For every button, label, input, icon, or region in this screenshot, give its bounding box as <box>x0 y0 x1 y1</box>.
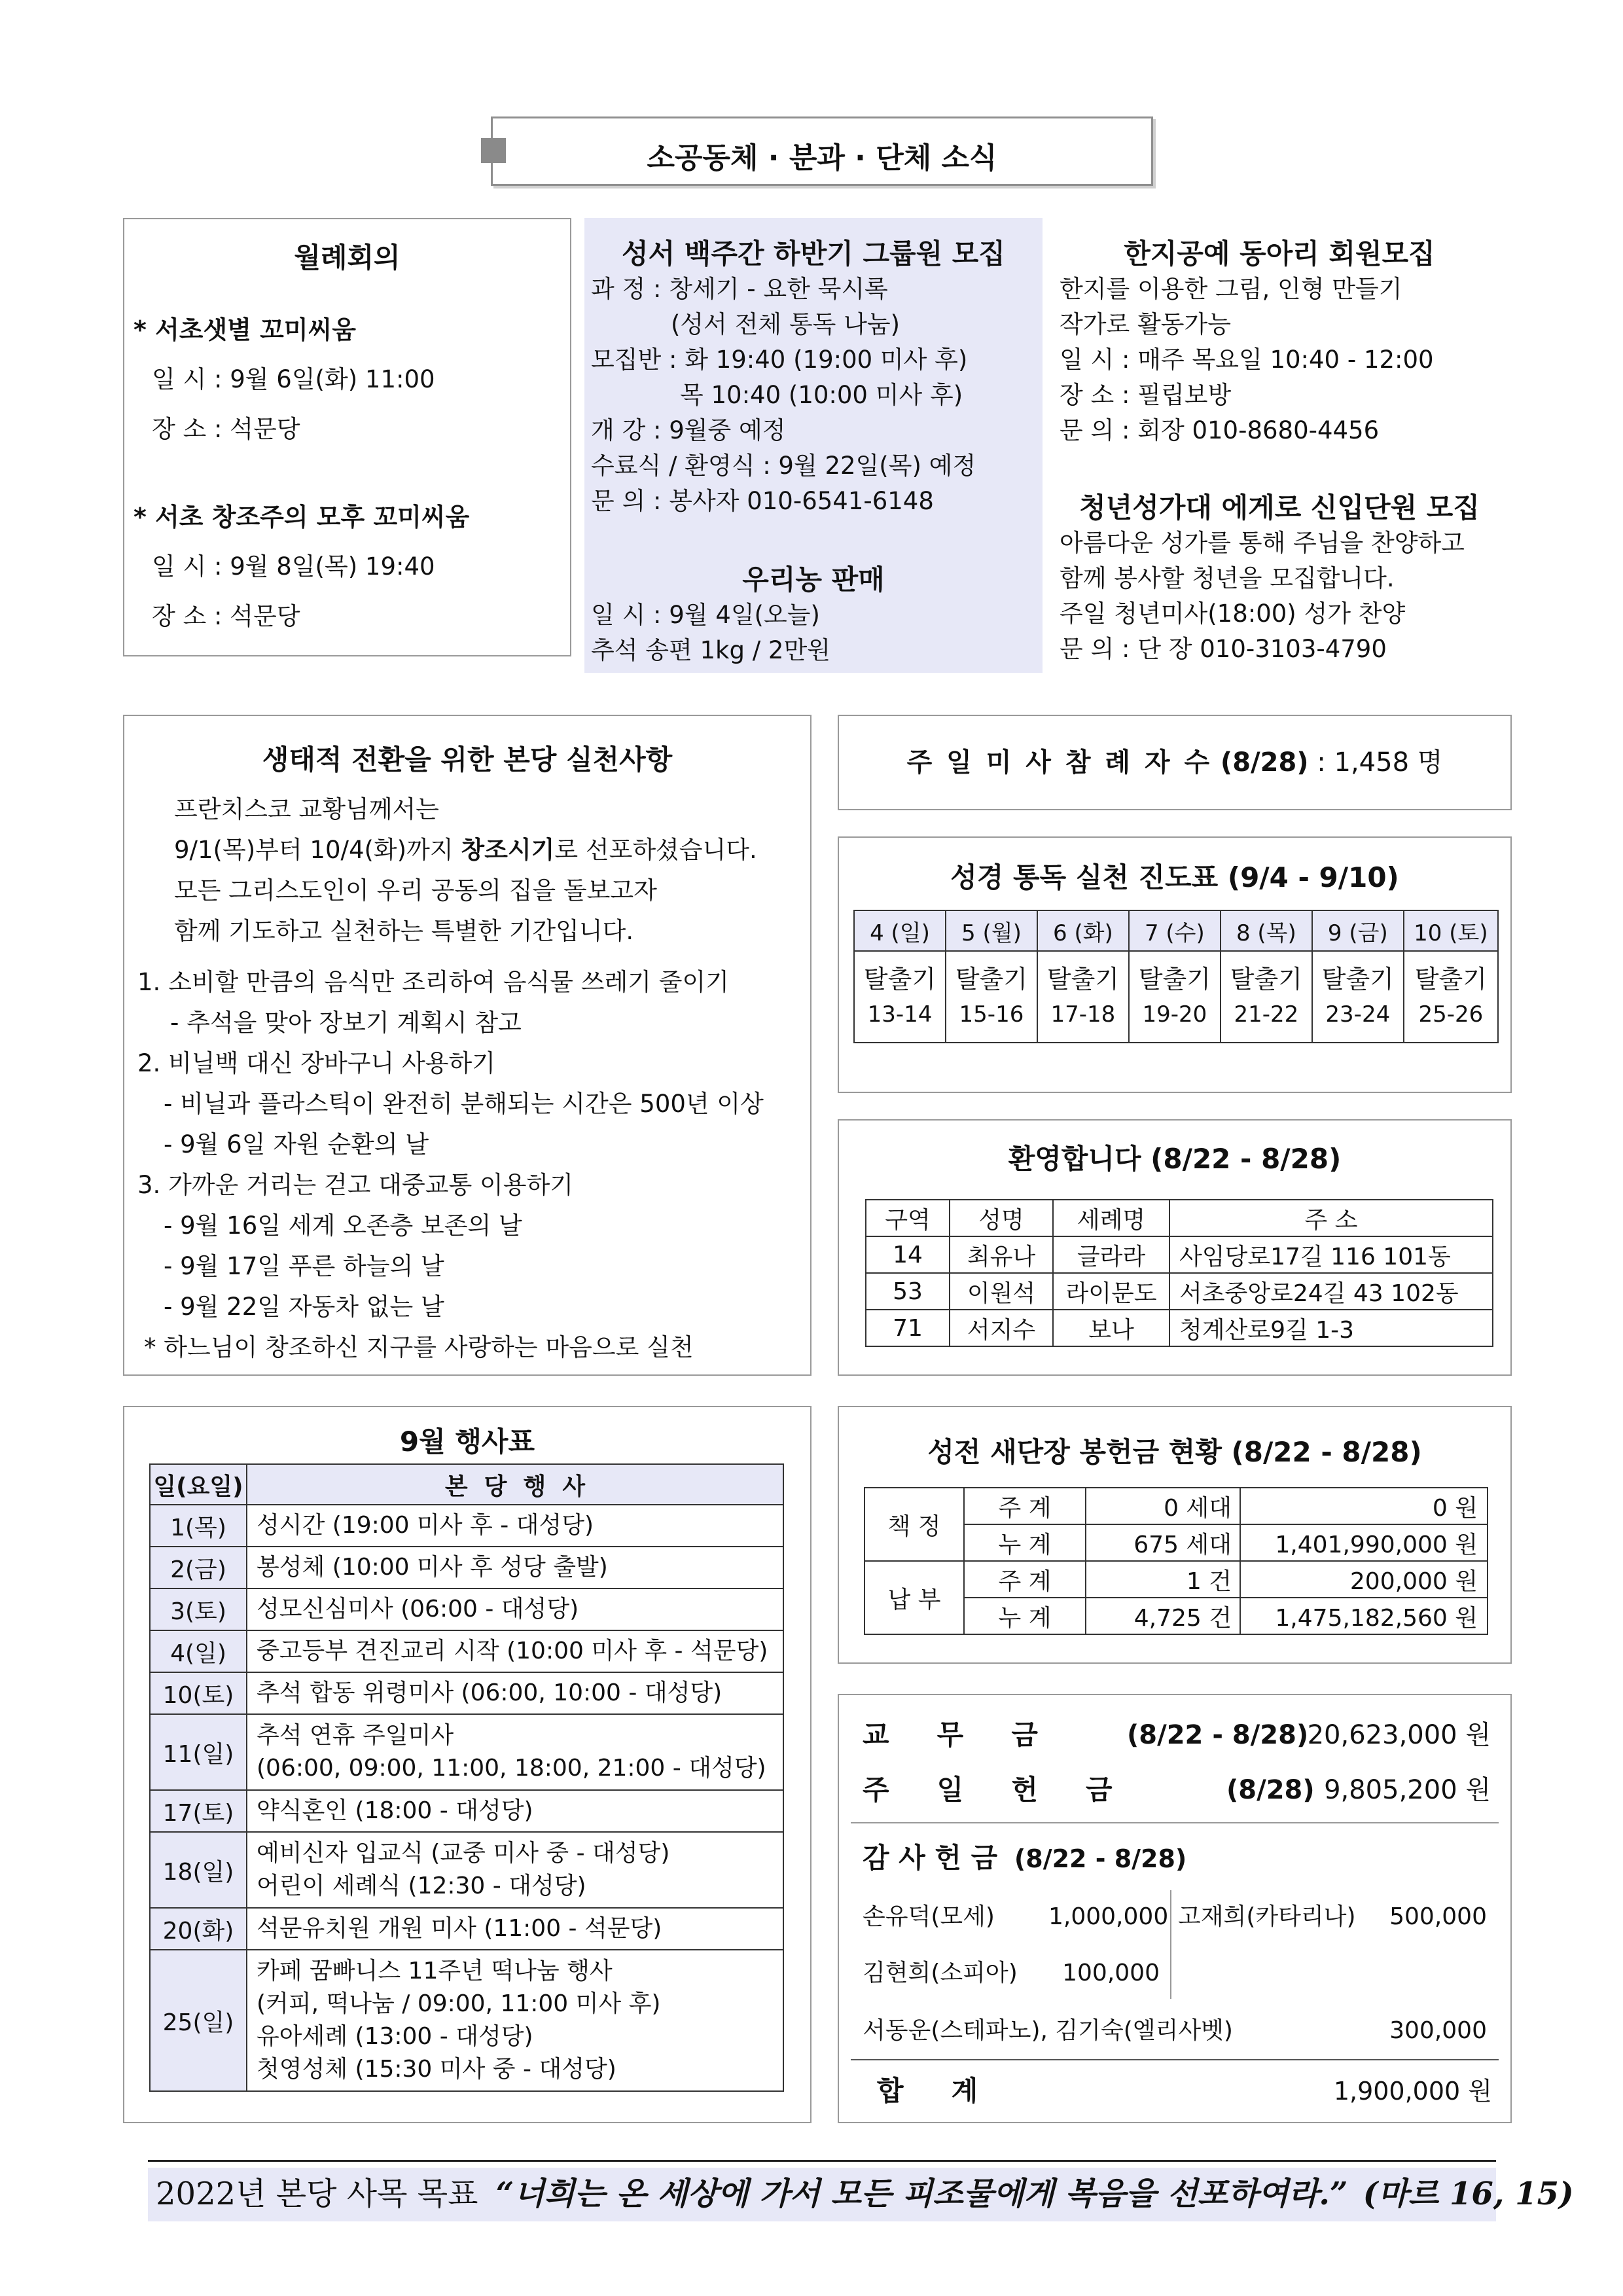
day-header: 8 (목) <box>1221 910 1312 951</box>
reading-range: 13-14 <box>867 1001 933 1028</box>
reading-cell <box>1404 951 1498 1043</box>
reading-range: 23-24 <box>1325 1001 1391 1028</box>
welcome-title: 환영합니다 (8/22 - 8/28) <box>1008 1143 1342 1175</box>
schedule-date: 17(토) <box>150 1790 247 1832</box>
bible-study-line: 문 의 : 봉사자 010-6541-6148 <box>591 487 934 515</box>
youth-choir-title: 청년성가대 에게로 신입단원 모집 <box>1079 492 1480 524</box>
attendance-label: 주 일 미 사 참 례 자 수 <box>906 747 1213 778</box>
hanji-line: 한지를 이용한 그림, 인형 만들기 <box>1060 275 1402 303</box>
schedule-row <box>150 1832 783 1908</box>
schedule-events <box>247 1547 783 1588</box>
bible-reading-table <box>853 910 1499 1043</box>
farm-sale-line: 일 시 : 9월 4일(오늘) <box>591 601 820 629</box>
offering-title: 성전 새단장 봉헌금 현황 (8/22 - 8/28) <box>927 1436 1422 1468</box>
reading-book: 탈출기 <box>1230 965 1302 994</box>
welcome-cell: 글라라 <box>1053 1236 1169 1273</box>
reading-range: 19-20 <box>1142 1001 1207 1028</box>
eco-item: - 9월 17일 푸른 하늘의 날 <box>164 1252 444 1280</box>
schedule-date: 1(목) <box>150 1505 247 1547</box>
welcome-cell: 청계산로9길 1-3 <box>1169 1310 1493 1346</box>
footer-ref: (마르 16, 15) <box>1363 2176 1574 2212</box>
sunday-row <box>863 1772 1491 1812</box>
farm-sale-title: 우리농 판매 <box>742 564 885 596</box>
reading-cell <box>854 951 946 1043</box>
donor-name: 고재희(카타리나) <box>1178 1903 1356 1930</box>
welcome-cell: 최유나 <box>950 1236 1053 1273</box>
schedule-row <box>150 1672 783 1714</box>
group2-place: 장 소 : 석문당 <box>152 602 300 630</box>
day-header: 4 (일) <box>854 910 946 951</box>
offering-label: 누 계 <box>964 1524 1086 1561</box>
schedule-date: 18(일) <box>150 1832 247 1908</box>
schedule-date: 10(토) <box>150 1672 247 1714</box>
bible-study-line: (성서 전체 통독 나눔) <box>671 310 901 338</box>
hanji-title: 한지공예 동아리 회원모집 <box>1124 238 1435 270</box>
donor-amount: 100,000 <box>1062 1960 1160 1986</box>
donor-divider <box>1170 1890 1171 1999</box>
schedule-table <box>149 1463 784 2092</box>
schedule-event: 추석 합동 위령미사 (06:00, 10:00 - 대성당) <box>257 1679 722 1706</box>
group2-name: * 서초 창조주의 모후 꼬미씨움 <box>134 503 470 531</box>
eco-item: 3. 가까운 거리는 걷고 대중교통 이용하기 <box>137 1171 573 1199</box>
offering-amount: 200,000 원 <box>1240 1561 1488 1598</box>
group1-place: 장 소 : 석문당 <box>152 415 300 443</box>
day-header: 5 (월) <box>946 910 1037 951</box>
offering-count: 0 세대 <box>1086 1488 1240 1524</box>
schedule-event: 중고등부 견진교리 시작 (10:00 미사 후 - 석문당) <box>257 1638 768 1664</box>
schedule-date: 25(일) <box>150 1950 247 2091</box>
hanji-line: 일 시 : 매주 목요일 10:40 - 12:00 <box>1060 346 1434 374</box>
monthly-meeting-title: 월례회의 <box>294 242 401 274</box>
welcome-row <box>866 1273 1493 1310</box>
eco-intro-emphasis: 창조시기 <box>461 836 555 864</box>
youth-choir-line: 주일 청년미사(18:00) 성가 찬양 <box>1060 600 1406 628</box>
reading-book: 탈출기 <box>955 965 1028 994</box>
reading-book: 탈출기 <box>1138 965 1211 994</box>
offering-amount: 1,401,990,000 원 <box>1240 1524 1488 1561</box>
youth-choir-line: 문 의 : 단 장 010-3103-4790 <box>1060 635 1387 663</box>
offering-count: 4,725 건 <box>1086 1598 1240 1634</box>
schedule-row <box>150 1714 783 1790</box>
reading-cell <box>1129 951 1221 1043</box>
reading-book: 탈출기 <box>1414 965 1487 994</box>
welcome-box <box>838 1119 1512 1376</box>
schedule-box <box>123 1406 812 2123</box>
bible-study-line: 수료식 / 환영식 : 9월 22일(목) 예정 <box>591 452 976 480</box>
offering-row <box>865 1488 1488 1524</box>
offering-table <box>864 1487 1488 1635</box>
welcome-header-cell: 주 소 <box>1169 1200 1493 1236</box>
schedule-event: 카페 꿈빠니스 11주년 떡나눔 행사 <box>257 1958 613 1984</box>
schedule-date: 20(화) <box>150 1908 247 1950</box>
day-header: 10 (토) <box>1404 910 1498 951</box>
donor-name: 김현희(소피아) <box>863 1960 1018 1986</box>
kyomu-row <box>863 1717 1491 1757</box>
reading-cell <box>1221 951 1312 1043</box>
schedule-row <box>150 1547 783 1588</box>
eco-intro-text: 9/1(목)부터 10/4(화)까지 <box>174 836 461 864</box>
welcome-cell: 53 <box>866 1273 950 1310</box>
reading-cell <box>1037 951 1129 1043</box>
schedule-date: 4(일) <box>150 1630 247 1672</box>
schedule-event: 첫영성체 (15:30 미사 중 - 대성당) <box>257 2056 616 2083</box>
eco-item: - 비닐과 플라스틱이 완전히 분해되는 시간은 500년 이상 <box>164 1090 764 1118</box>
offering-label: 주 계 <box>964 1488 1086 1524</box>
attendance-value: 1,458 명 <box>1334 747 1443 778</box>
offering-label: 누 계 <box>964 1598 1086 1634</box>
monthly-meeting-box <box>123 218 571 656</box>
schedule-events <box>247 1790 783 1832</box>
reading-range: 21-22 <box>1234 1001 1299 1028</box>
schedule-event: 성시간 (19:00 미사 후 - 대성당) <box>257 1512 594 1539</box>
attendance-box <box>838 715 1512 810</box>
bible-study-title: 성서 백주간 하반기 그룹원 모집 <box>622 238 1005 270</box>
attendance-sep: : <box>1317 747 1326 778</box>
schedule-event: 석문유치원 개원 미사 (11:00 - 석문당) <box>257 1915 662 1942</box>
schedule-event: (커피, 떡나눔 / 09:00, 11:00 미사 후) <box>257 1990 661 2017</box>
bible-reading-title: 성경 통독 실천 진도표 (9/4 - 9/10) <box>950 861 1399 893</box>
schedule-title: 9월 행사표 <box>399 1426 535 1458</box>
eco-item: - 추석을 맞아 장보기 계획시 참고 <box>170 1009 522 1037</box>
welcome-header-row <box>866 1200 1493 1236</box>
reading-book: 탈출기 <box>863 965 936 994</box>
footer-quote: “너희는 온 세상에 가서 모든 피조물에게 복음을 선포하여라.” <box>495 2176 1348 2212</box>
schedule-header-cell: 일(요일) <box>150 1464 247 1505</box>
eco-item: 1. 소비할 만큼의 음식만 조리하여 음식물 쓰레기 줄이기 <box>137 968 729 996</box>
bible-study-line: 과 정 : 창세기 - 요한 묵시록 <box>591 275 888 303</box>
sunday-label: 주 일 헌 금 <box>863 1774 1113 1806</box>
day-header: 6 (화) <box>1037 910 1129 951</box>
thanks-heading <box>863 1840 1186 1877</box>
reading-range: 17-18 <box>1050 1001 1116 1028</box>
attendance-date: (8/28) <box>1220 747 1309 778</box>
footer-text <box>156 2174 1574 2214</box>
bible-reading-box <box>838 836 1512 1093</box>
offering-amount: 1,475,182,560 원 <box>1240 1598 1488 1634</box>
section-title: 소공동체 · 분과 · 단체 소식 <box>647 141 997 175</box>
schedule-event: 유아세례 (13:00 - 대성당) <box>257 2023 533 2050</box>
schedule-row <box>150 1950 783 2091</box>
reading-range: 15-16 <box>959 1001 1024 1028</box>
welcome-cell: 라이문도 <box>1053 1273 1169 1310</box>
schedule-event: (06:00, 09:00, 11:00, 18:00, 21:00 - 대성당) <box>257 1755 766 1782</box>
schedule-event: 예비신자 입교식 (교중 미사 중 - 대성당) <box>257 1840 670 1867</box>
eco-item: 2. 비닐백 대신 장바구니 사용하기 <box>137 1049 495 1077</box>
reading-cell <box>946 951 1037 1043</box>
offering-group: 납 부 <box>865 1561 964 1634</box>
sunday-amount: 9,805,200 원 <box>1324 1775 1491 1805</box>
footer-prefix: 2022년 본당 사목 목표 <box>156 2176 478 2212</box>
kyomu-date: (8/22 - 8/28) <box>1127 1720 1309 1750</box>
offering-group: 책 정 <box>865 1488 964 1561</box>
schedule-date: 2(금) <box>150 1547 247 1588</box>
footer-rule <box>148 2160 1496 2162</box>
welcome-header-cell: 구역 <box>866 1200 950 1236</box>
schedule-events <box>247 1908 783 1950</box>
hanji-line: 문 의 : 회장 010-8680-4456 <box>1060 416 1380 444</box>
schedule-events <box>247 1832 783 1908</box>
offering-amount: 0 원 <box>1240 1488 1488 1524</box>
farm-sale-line: 추석 송편 1kg / 2만원 <box>591 636 830 664</box>
schedule-events <box>247 1630 783 1672</box>
section-header <box>491 117 1153 186</box>
schedule-header-row <box>150 1464 783 1505</box>
youth-choir-line: 아름다운 성가를 통해 주님을 찬양하고 <box>1060 529 1465 557</box>
total-divider <box>851 2059 1499 2060</box>
right-notices <box>1050 218 1508 676</box>
welcome-cell: 서초중앙로24길 43 102동 <box>1169 1273 1493 1310</box>
footer <box>148 2168 1574 2221</box>
eco-intro-text: 로 선포하셨습니다. <box>554 836 757 864</box>
hanji-line: 장 소 : 필립보방 <box>1060 381 1232 409</box>
schedule-events <box>247 1950 783 2091</box>
group1-time: 일 시 : 9월 6일(화) 11:00 <box>152 365 435 393</box>
total-amount: 1,900,000 원 <box>1333 2077 1492 2106</box>
attendance-line <box>839 745 1510 780</box>
eco-practice-box <box>123 715 812 1376</box>
kyomu-label: 교 무 금 <box>863 1719 1038 1751</box>
youth-choir-line: 함께 봉사할 청년을 모집합니다. <box>1060 564 1395 592</box>
schedule-event: 봉성체 (10:00 미사 후 성당 출발) <box>257 1554 608 1581</box>
welcome-cell: 서지수 <box>950 1310 1053 1346</box>
welcome-header-cell: 세례명 <box>1053 1200 1169 1236</box>
schedule-row <box>150 1790 783 1832</box>
bible-study-box <box>584 218 1043 673</box>
schedule-row <box>150 1505 783 1547</box>
reading-book: 탈출기 <box>1046 965 1119 994</box>
offering-count: 1 건 <box>1086 1561 1240 1598</box>
eco-item: - 9월 22일 자동차 없는 날 <box>164 1293 444 1321</box>
eco-item: - 9월 6일 자원 순환의 날 <box>164 1130 429 1158</box>
day-header: 7 (수) <box>1129 910 1221 951</box>
reading-cell <box>1312 951 1404 1043</box>
divider <box>851 1822 1499 1823</box>
finance-box <box>838 1694 1512 2123</box>
thanks-date: (8/22 - 8/28) <box>1014 1844 1187 1873</box>
hanji-line: 작가로 활동가능 <box>1060 310 1231 338</box>
group2-time: 일 시 : 9월 8일(목) 19:40 <box>152 552 435 581</box>
donor-name: 서동운(스테파노), 김기숙(엘리사벳) <box>863 2017 1233 2044</box>
schedule-date: 3(토) <box>150 1588 247 1630</box>
total-label: 합 계 <box>877 2075 978 2107</box>
reading-range: 25-26 <box>1418 1001 1484 1028</box>
welcome-cell: 14 <box>866 1236 950 1273</box>
schedule-event: 어린이 세례식 (12:30 - 대성당) <box>257 1873 586 1899</box>
sunday-date: (8/28) <box>1226 1775 1315 1805</box>
schedule-row <box>150 1588 783 1630</box>
schedule-event: 성모신심미사 (06:00 - 대성당) <box>257 1596 579 1623</box>
donor-amount: 500,000 <box>1389 1903 1487 1930</box>
eco-intro: 프란치스코 교황님께서는 <box>174 795 439 823</box>
reading-book: 탈출기 <box>1321 965 1394 994</box>
schedule-event: 약식혼인 (18:00 - 대성당) <box>257 1797 533 1824</box>
eco-item: - 9월 16일 세계 오존층 보존의 날 <box>164 1211 522 1240</box>
offering-count: 675 세대 <box>1086 1524 1240 1561</box>
eco-intro: 함께 기도하고 실천하는 특별한 기간입니다. <box>174 917 634 945</box>
schedule-events <box>247 1505 783 1547</box>
offering-row <box>865 1561 1488 1598</box>
schedule-header-cell: 본 당 행 사 <box>247 1464 783 1505</box>
group1-name: * 서초샛별 꼬미씨움 <box>134 315 356 344</box>
welcome-row <box>866 1310 1493 1346</box>
welcome-row <box>866 1236 1493 1273</box>
donor-name: 손유덕(모세) <box>863 1903 995 1930</box>
welcome-table <box>865 1199 1493 1347</box>
bible-study-line: 모집반 : 화 19:40 (19:00 미사 후) <box>591 346 968 374</box>
thanks-title: 감 사 헌 금 <box>863 1842 998 1874</box>
eco-item: * 하느님이 창조하신 지구를 사랑하는 마음으로 실천 <box>144 1333 694 1361</box>
donor-amount: 1,000,000 <box>1048 1903 1169 1930</box>
schedule-event: 추석 연휴 주일미사 <box>257 1722 454 1749</box>
bible-study-line: 목 10:40 (10:00 미사 후) <box>680 381 963 409</box>
kyomu-amount: 20,623,000 원 <box>1307 1720 1491 1750</box>
welcome-cell: 보나 <box>1053 1310 1169 1346</box>
reading-row <box>854 951 1498 1043</box>
day-row <box>854 910 1498 951</box>
day-header: 9 (금) <box>1312 910 1404 951</box>
schedule-row <box>150 1908 783 1950</box>
welcome-cell: 71 <box>866 1310 950 1346</box>
welcome-cell: 이원석 <box>950 1273 1053 1310</box>
welcome-header-cell: 성명 <box>950 1200 1053 1236</box>
welcome-cell: 사임당로17길 116 101동 <box>1169 1236 1493 1273</box>
offering-label: 주 계 <box>964 1561 1086 1598</box>
eco-title: 생태적 전환을 위한 본당 실천사항 <box>262 744 673 776</box>
offering-box <box>838 1406 1512 1664</box>
schedule-events <box>247 1672 783 1714</box>
donor-amount: 300,000 <box>1389 2017 1487 2044</box>
eco-intro <box>174 833 757 868</box>
schedule-row <box>150 1630 783 1672</box>
schedule-events <box>247 1714 783 1790</box>
schedule-date: 11(일) <box>150 1714 247 1790</box>
schedule-events <box>247 1588 783 1630</box>
eco-intro: 모든 그리스도인이 우리 공동의 집을 돌보고자 <box>174 876 657 905</box>
bible-study-line: 개 강 : 9월중 예정 <box>591 416 786 444</box>
